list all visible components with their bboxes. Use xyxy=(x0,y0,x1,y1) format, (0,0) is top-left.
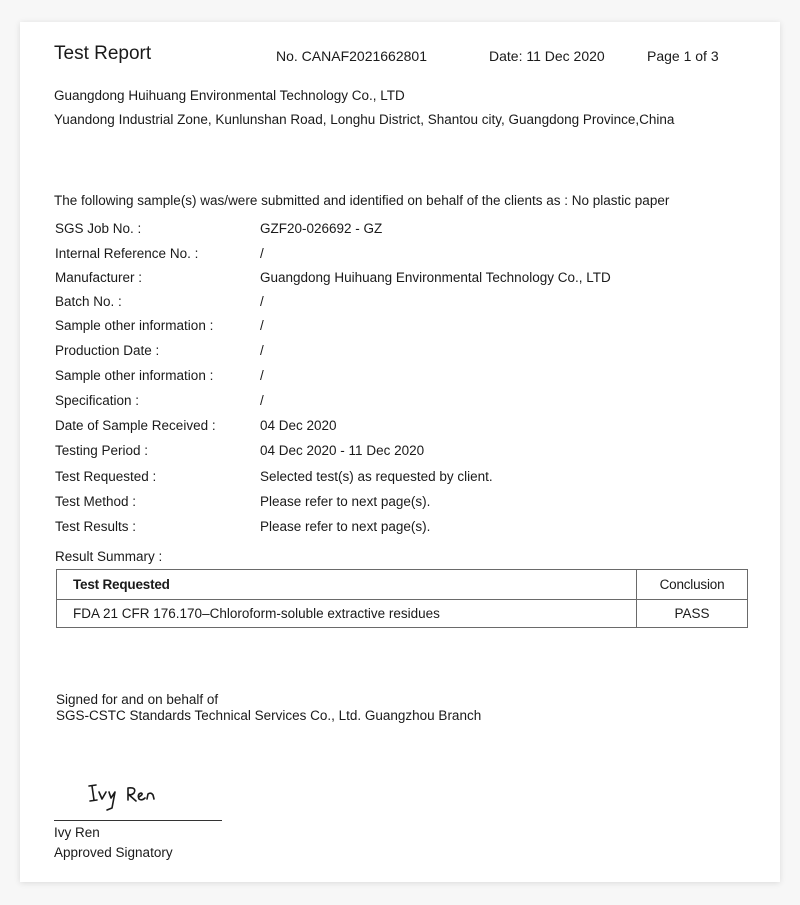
client-name: Guangdong Huihuang Environmental Technology Co., LTD xyxy=(54,88,405,103)
report-page xyxy=(20,22,780,882)
page-indicator: Page 1 of 3 xyxy=(647,48,719,64)
report-title: Test Report xyxy=(54,43,152,64)
field-label: Testing Period : xyxy=(55,443,149,458)
column-header-test: Test Requested xyxy=(57,570,637,600)
test-name-cell: FDA 21 CFR 176.170–Chloroform-soluble extractive residues xyxy=(57,600,637,628)
client-address: Yuandong Industrial Zone, Kunlunshan Road, Longhu District, Shantou city, Guangdong Province,China xyxy=(54,112,675,127)
result-summary-table xyxy=(56,569,748,628)
field-label: Batch No. : xyxy=(55,294,122,309)
field-value: / xyxy=(260,393,264,408)
field-value: GZF20-026692 - GZ xyxy=(260,221,383,236)
field-label: Test Requested : xyxy=(55,469,157,484)
field-label: Test Method : xyxy=(55,494,137,509)
signing-organization: SGS-CSTC Standards Technical Services Co., Ltd. Guangzhou Branch xyxy=(56,708,482,723)
column-header-conclusion: Conclusion xyxy=(637,570,748,600)
field-value: / xyxy=(260,318,264,333)
report-date: Date: 11 Dec 2020 xyxy=(489,48,605,64)
field-value: / xyxy=(260,294,264,309)
field-value: / xyxy=(260,343,264,358)
intro-statement: The following sample(s) was/were submitted and identified on behalf of the clients as : No plastic paper xyxy=(54,193,670,208)
field-label: Manufacturer : xyxy=(55,270,143,285)
field-value: Please refer to next page(s). xyxy=(260,494,431,509)
handwritten-signature-icon xyxy=(82,782,172,816)
field-value: / xyxy=(260,368,264,383)
table-row xyxy=(57,600,748,628)
signatory-name: Ivy Ren xyxy=(54,825,100,840)
field-value: Guangdong Huihuang Environmental Technology Co., LTD xyxy=(260,270,611,285)
field-label: Test Results : xyxy=(55,519,137,534)
field-label: Internal Reference No. : xyxy=(55,246,199,261)
field-value: 04 Dec 2020 xyxy=(260,418,337,433)
report-number: No. CANAF2021662801 xyxy=(276,48,427,64)
result-summary-label: Result Summary : xyxy=(55,549,163,564)
field-label: Production Date : xyxy=(55,343,160,358)
field-label: Sample other information : xyxy=(55,368,214,383)
table-header-row xyxy=(57,570,748,600)
field-label: Specification : xyxy=(55,393,140,408)
field-label: Date of Sample Received : xyxy=(55,418,216,433)
field-value: Selected test(s) as requested by client. xyxy=(260,469,493,484)
signatory-role: Approved Signatory xyxy=(54,845,173,860)
signed-on-behalf-line: Signed for and on behalf of xyxy=(56,692,219,707)
conclusion-cell: PASS xyxy=(637,600,748,628)
signature-line xyxy=(54,820,222,821)
field-value: Please refer to next page(s). xyxy=(260,519,431,534)
field-value: / xyxy=(260,246,264,261)
field-value: 04 Dec 2020 - 11 Dec 2020 xyxy=(260,443,425,458)
field-label: Sample other information : xyxy=(55,318,214,333)
field-label: SGS Job No. : xyxy=(55,221,142,236)
